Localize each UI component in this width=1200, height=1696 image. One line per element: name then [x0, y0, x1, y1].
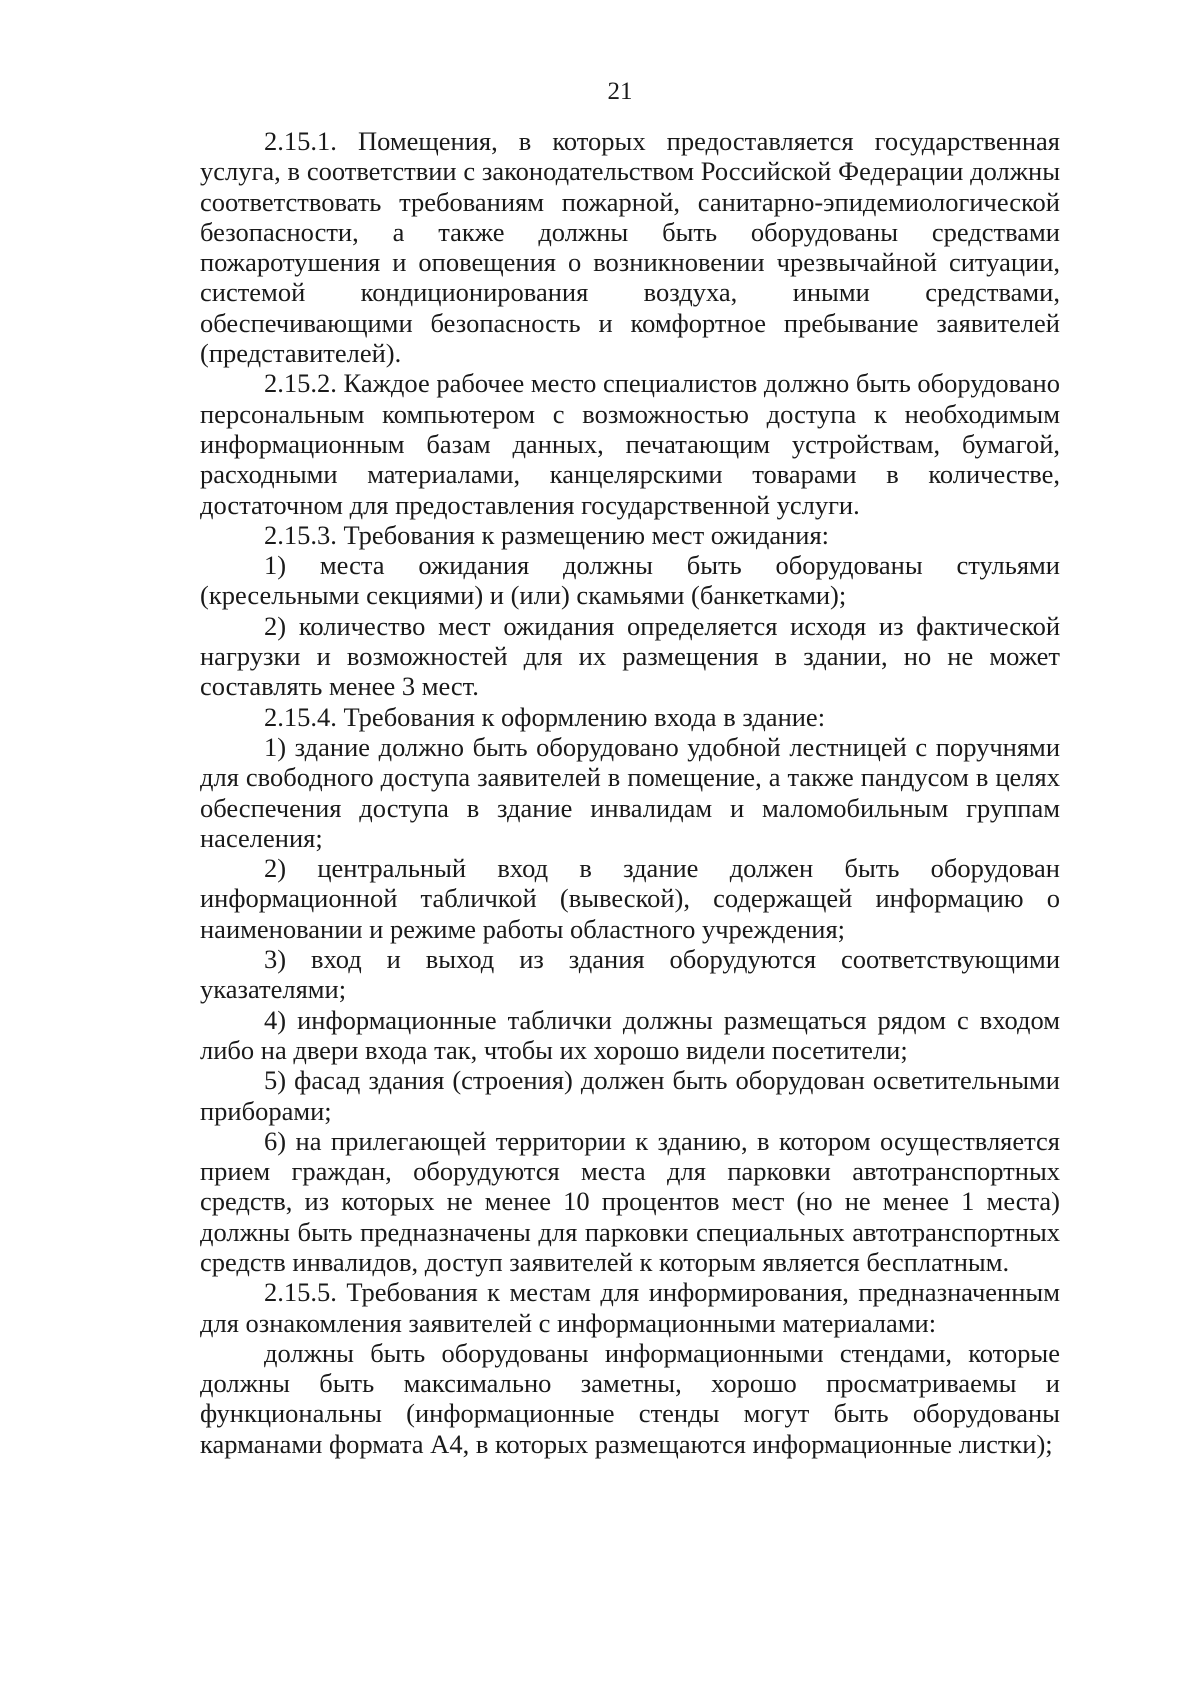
paragraph-2-15-5: 2.15.5. Требования к местам для информирования, предназначенным для ознакомления заявителей с информационными материалами: [200, 1277, 1060, 1338]
list-item-entrance-6: 6) на прилегающей территории к зданию, в котором осуществляется прием граждан, оборудуются места для парковки автотранспортных средств, из которых не менее 10 процентов мест (но не менее 1 места) должны быть предназначены для парковки специальных автотранспортных средств инвалидов, доступ заявителей к которым является бесплатным. [200, 1125, 1060, 1277]
list-item-entrance-4: 4) информационные таблички должны размещаться рядом с входом либо на двери входа так, чтобы их хорошо видели посетители; [200, 1004, 1060, 1065]
paragraph-info-stands: должны быть оборудованы информационными стендами, которые должны быть максимально заметны, хорошо просматриваемы и функциональны (информационные стенды могут быть оборудованы карманами формата А4, в которых размещаются информационные листки); [200, 1337, 1060, 1459]
list-item-entrance-3: 3) вход и выход из здания оборудуются соответствующими указателями; [200, 944, 1060, 1005]
paragraph-2-15-3: 2.15.3. Требования к размещению мест ожидания: [264, 519, 830, 550]
list-item-entrance-1: 1) здание должно быть оборудовано удобной лестницей с поручнями для свободного доступа заявителей в помещение, а также пандусом в целях обеспечения доступа в здание инвалидам и маломобильным группам населения; [200, 731, 1060, 853]
list-item-entrance-2: 2) центральный вход в здание должен быть оборудован информационной табличкой (вывеской), содержащей информацию о наименовании и режиме работы областного учреждения; [200, 853, 1060, 944]
document-body [200, 126, 1060, 1459]
list-item-waiting-1: 1) места ожидания должны быть оборудованы стульями (кресельными секциями) и (или) скамьями (банкетками); [200, 550, 1060, 611]
paragraph-2-15-2: 2.15.2. Каждое рабочее место специалистов должно быть оборудовано персональным компьютером с возможностью доступа к необходимым информационным базам данных, печатающим устройствам, бумагой, расходными материалами, канцелярскими товарами в количестве, достаточном для предоставления государственной услуги. [200, 368, 1060, 520]
list-item-waiting-2: 2) количество мест ожидания определяется исходя из фактической нагрузки и возможностей для их размещения в здании, но не может составлять менее 3 мест. [200, 610, 1060, 702]
list-item-entrance-5: 5) фасад здания (строения) должен быть оборудован осветительными приборами; [200, 1065, 1060, 1126]
paragraph-2-15-1: 2.15.1. Помещения, в которых предоставляется государственная услуга, в соответствии с законодательством Российской Федерации должны соответствовать требованиям пожарной, санитарно-эпидемиологической безопасности, а также должны быть оборудованы средствами пожаротушения и оповещения о возникновении чрезвычайной ситуации, системой кондиционирования воздуха, иными средствами, обеспечивающими безопасность и комфортное пребывание заявителей (представителей). [200, 126, 1060, 369]
paragraph-2-15-4: 2.15.4. Требования к оформлению входа в здание: [264, 701, 826, 732]
page-number: 21 [607, 78, 633, 105]
